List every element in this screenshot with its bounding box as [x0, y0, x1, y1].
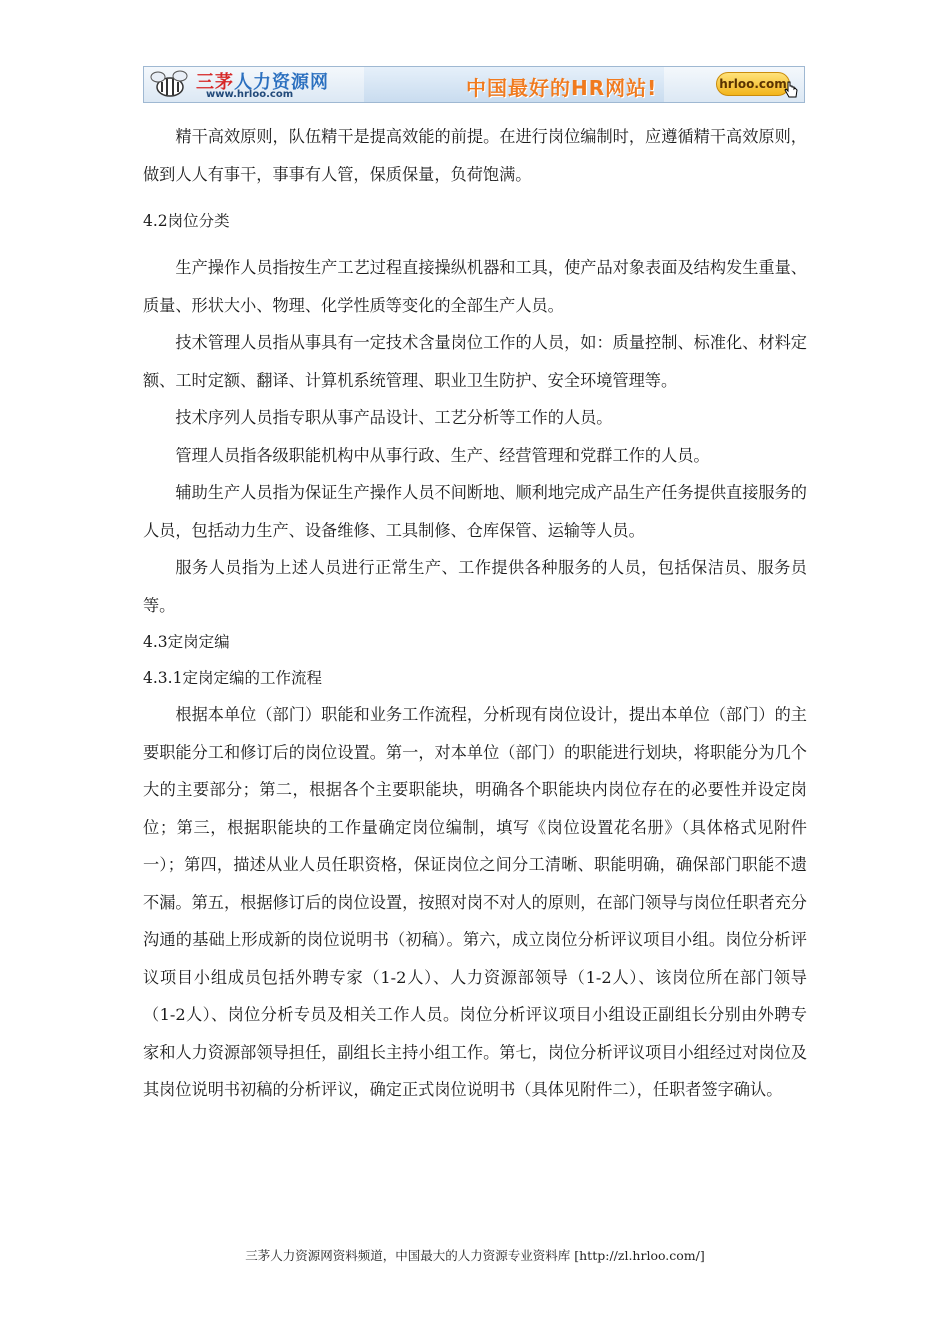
- header-banner[interactable]: [143, 66, 805, 103]
- logo-url: www.hrloo.com: [206, 89, 294, 100]
- logo-part2: 人力资源网: [234, 72, 329, 93]
- hand-cursor-icon: [784, 81, 798, 99]
- page-footer: 三茅人力资源网资料频道，中国最大的人力资源专业资料库 [http://zl.hrloo.com/]: [245, 1248, 705, 1263]
- section-heading-4-3-1: 4.3.1定岗定编的工作流程: [143, 669, 322, 687]
- bee-logo-icon: [148, 70, 192, 100]
- section-heading-4-3: 4.3定岗定编: [143, 633, 230, 651]
- paragraph-technical-series: 技术序列人员指专职从事产品设计、工艺分析等工作的人员。: [175, 408, 613, 427]
- paragraph-management-staff: 管理人员指各级职能机构中从事行政、生产、经营管理和党群工作的人员。: [175, 445, 710, 465]
- section-heading-4-2: 4.2岗位分类: [143, 212, 230, 230]
- document-body: [143, 118, 807, 1109]
- logo-part1: 三茅: [196, 72, 234, 93]
- paragraph-auxiliary-production: 辅助生产人员指为保证生产操作人员不间断地、顺利地完成产品生产任务提供直接服务的人员，包括动力生产、设备维修、工具制修、仓库保管、运输等人员。: [143, 483, 807, 540]
- paragraph-workflow: 根据本单位（部门）职能和业务工作流程，分析现有岗位设计，提出本单位（部门）的主要职能分工和修订后的岗位设置。第一，对本单位（部门）的职能进行划块，将职能分为几个大的主要部分；第二，根据各个主要职能块，明确各个职能块内岗位存在的必要性并设定岗位；第三，根据职能块的工作量确定岗位编制，填写《岗位设置花名册》（具体格式见附件一）；第四，描述从业人员任职资格，保证岗位之间分工清晰、职能明确，确保部门职能不遗不漏。第五，根据修订后的岗位设置，按照对岗不对人的原则，在部门领导与岗位任职者充分沟通的基础上形成新的岗位说明书（初稿）。第六，成立岗位分析评议项目小组。岗位分析评议项目小组成员包括外聘专家（1-2人）、人力资源部领导（1-2人）、该岗位所在部门领导（1-2人）、岗位分析专员及相关工作人员。岗位分析评议项目小组设正副组长分别由外聘专家和人力资源部领导担任，副组长主持小组工作。第七，岗位分析评议项目小组经过对岗位及其岗位说明书初稿的分析评议，确定正式岗位说明书（具体见附件二），任职者签字确认。: [143, 705, 807, 1099]
- paragraph-production-staff: 生产操作人员指按生产工艺过程直接操纵机器和工具，使产品对象表面及结构发生重量、质量、形状大小、物理、化学性质等变化的全部生产人员。: [143, 258, 807, 315]
- paragraph-technical-management: 技术管理人员指从事具有一定技术含量岗位工作的人员，如：质量控制、标准化、材料定额、工时定额、翻译、计算机系统管理、职业卫生防护、安全环境管理等。: [143, 333, 807, 390]
- paragraph-service-staff: 服务人员指为上述人员进行正常生产、工作提供各种服务的人员，包括保洁员、服务员等。: [143, 558, 807, 615]
- banner-slogan: 中国最好的HR网站!: [466, 76, 658, 100]
- paragraph-lean-principle: 精干高效原则，队伍精干是提高效能的前提。在进行岗位编制时，应遵循精干高效原则，做到人人有事干，事事有人管，保质保量，负荷饱满。: [143, 127, 807, 184]
- site-link-button[interactable]: hrloo.com: [716, 72, 790, 96]
